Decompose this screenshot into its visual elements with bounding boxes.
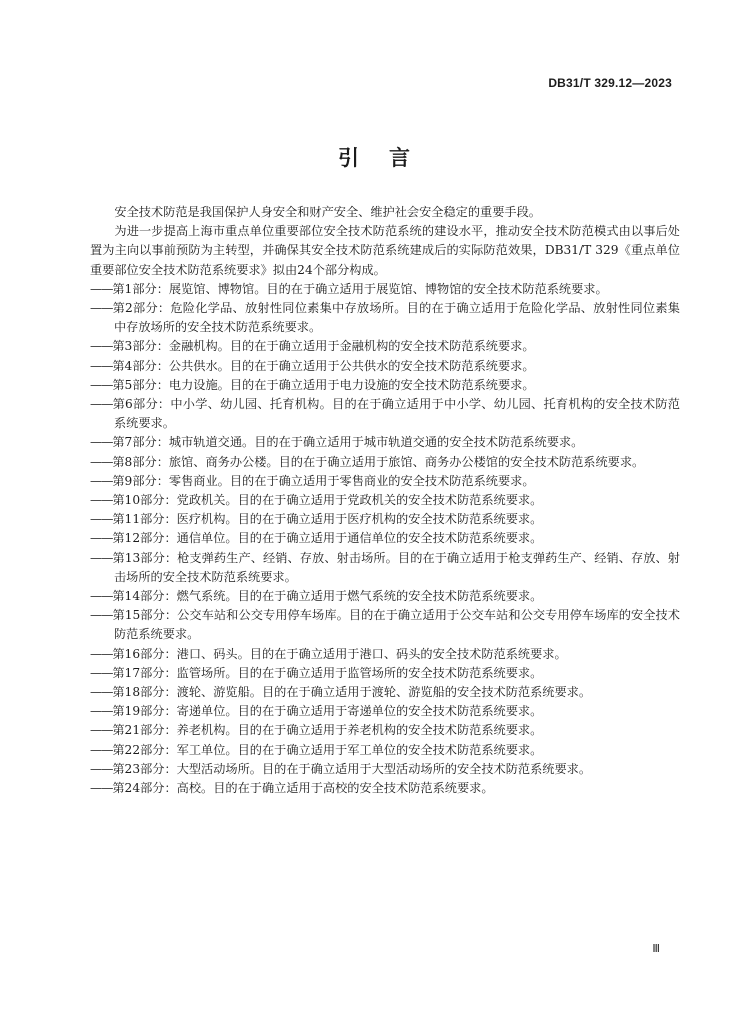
list-dash: —— (90, 531, 113, 546)
list-item (90, 664, 680, 683)
list-dash: —— (90, 397, 113, 412)
list-item-text: 第22部分：军工单位。目的在于确立适用于军工单位的安全技术防范系统要求。 (112, 742, 543, 757)
list-item (90, 529, 680, 548)
list-item (90, 491, 680, 510)
list-dash: —— (90, 339, 113, 354)
list-item-text: 第11部分：医疗机构。目的在于确立适用于医疗机构的安全技术防范系统要求。 (112, 512, 543, 527)
list-dash: —— (90, 761, 113, 776)
list-dash: —— (90, 493, 113, 508)
standard-code: DB31/T 329.12—2023 (548, 76, 672, 90)
page-title: 引言 (338, 145, 440, 170)
list-item (90, 779, 680, 798)
list-item-text: 第23部分：大型活动场所。目的在于确立适用于大型活动场所的安全技术防范系统要求。 (112, 761, 592, 776)
list-item (90, 510, 680, 529)
list-item (90, 453, 680, 472)
list-dash: —— (90, 358, 113, 373)
list-item-text: 第7部分：城市轨道交通。目的在于确立适用于城市轨道交通的安全技术防范系统要求。 (112, 435, 584, 450)
list-item (90, 280, 680, 299)
page-number: Ⅲ (652, 943, 660, 955)
list-item-text: 第10部分：党政机关。目的在于确立适用于党政机关的安全技术防范系统要求。 (112, 493, 543, 508)
list-item-text: 第19部分：寄递单位。目的在于确立适用于寄递单位的安全技术防范系统要求。 (112, 704, 543, 719)
list-item-text: 第16部分：港口、码头。目的在于确立适用于港口、码头的安全技术防范系统要求。 (112, 646, 567, 661)
intro-paragraph-2: 为进一步提高上海市重点单位重要部位安全技术防范系统的建设水平，推动安全技术防范模式由以事后处置为主向以事前预防为主转型，并确保其安全技术防范系统建成后的实际防范效果，DB31/T 329《重点单位重要部位安全技术防范系统要求》拟由24个部分构成。 (90, 224, 680, 277)
list-item (90, 587, 680, 606)
list-item-text: 第6部分：中小学、幼儿园、托育机构。目的在于确立适用于中小学、幼儿园、托育机构的安全技术防范系统要求。 (112, 397, 680, 431)
list-item (90, 299, 680, 337)
list-item (90, 683, 680, 702)
list-item (90, 606, 680, 644)
list-item-text: 第3部分：金融机构。目的在于确立适用于金融机构的安全技术防范系统要求。 (112, 339, 535, 354)
list-dash: —— (90, 550, 113, 565)
document-body (90, 203, 680, 798)
list-dash: —— (90, 512, 113, 527)
list-item (90, 741, 680, 760)
list-item (90, 337, 680, 356)
list-item (90, 472, 680, 491)
list-item (90, 549, 680, 587)
list-dash: —— (90, 281, 113, 296)
list-dash: —— (90, 704, 113, 719)
list-dash: —— (90, 301, 113, 316)
list-dash: —— (90, 685, 113, 700)
list-item (90, 702, 680, 721)
list-item (90, 760, 680, 779)
list-item-text: 第8部分：旅馆、商务办公楼。目的在于确立适用于旅馆、商务办公楼馆的安全技术防范系统要求。 (112, 454, 645, 469)
list-dash: —— (90, 665, 113, 680)
list-dash: —— (90, 646, 113, 661)
list-dash: —— (90, 377, 113, 392)
list-item-text: 第13部分：枪支弹药生产、经销、存放、射击场所。目的在于确立适用于枪支弹药生产、经销、存放、射击场所的安全技术防范系统要求。 (112, 550, 680, 584)
list-item (90, 395, 680, 433)
list-dash: —— (90, 781, 113, 796)
list-item-text: 第9部分：零售商业。目的在于确立适用于零售商业的安全技术防范系统要求。 (112, 473, 535, 488)
list-item-text: 第21部分：养老机构。目的在于确立适用于养老机构的安全技术防范系统要求。 (112, 723, 543, 738)
list-dash: —— (90, 589, 113, 604)
list-item (90, 721, 680, 740)
list-item (90, 376, 680, 395)
intro-paragraph-1: 安全技术防范是我国保护人身安全和财产安全、维护社会安全稳定的重要手段。 (114, 205, 541, 219)
list-item-text: 第15部分：公交车站和公交专用停车场库。目的在于确立适用于公交车站和公交专用停车场库的安全技术防范系统要求。 (112, 608, 680, 642)
list-dash: —— (90, 742, 113, 757)
list-dash: —— (90, 435, 113, 450)
list-item (90, 645, 680, 664)
list-dash: —— (90, 723, 113, 738)
list-item (90, 357, 680, 376)
list-item-text: 第17部分：监管场所。目的在于确立适用于监管场所的安全技术防范系统要求。 (112, 665, 543, 680)
list-item (90, 433, 680, 452)
list-item-text: 第14部分：燃气系统。目的在于确立适用于燃气系统的安全技术防范系统要求。 (112, 589, 543, 604)
list-dash: —— (90, 473, 113, 488)
list-item-text: 第12部分：通信单位。目的在于确立适用于通信单位的安全技术防范系统要求。 (112, 531, 543, 546)
list-item-text: 第4部分：公共供水。目的在于确立适用于公共供水的安全技术防范系统要求。 (112, 358, 535, 373)
list-item-text: 第24部分：高校。目的在于确立适用于高校的安全技术防范系统要求。 (112, 781, 494, 796)
list-item-text: 第18部分：渡轮、游览船。目的在于确立适用于渡轮、游览船的安全技术防范系统要求。 (112, 685, 592, 700)
list-item-text: 第5部分：电力设施。目的在于确立适用于电力设施的安全技术防范系统要求。 (112, 377, 535, 392)
list-dash: —— (90, 454, 113, 469)
parts-list (90, 280, 680, 798)
list-dash: —— (90, 608, 113, 623)
list-item-text: 第2部分：危险化学品、放射性同位素集中存放场所。目的在于确立适用于危险化学品、放射性同位素集中存放场所的安全技术防范系统要求。 (112, 301, 680, 335)
list-item-text: 第1部分：展览馆、博物馆。目的在于确立适用于展览馆、博物馆的安全技术防范系统要求。 (112, 281, 608, 296)
